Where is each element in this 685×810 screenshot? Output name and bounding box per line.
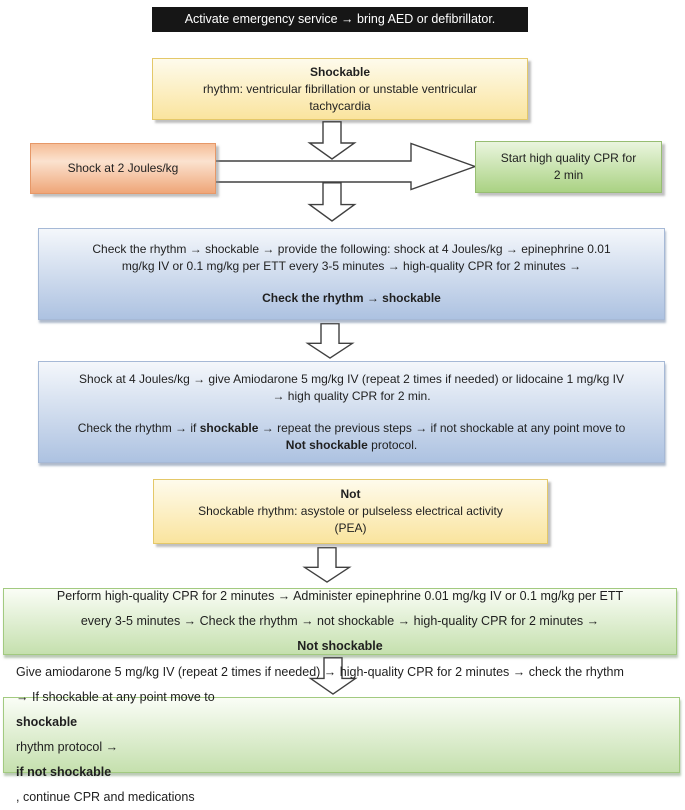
shockable-step1-check-rhythm-text: Check the rhythm → shockable [262,291,441,305]
shockable-step1-text: Check the rhythm → shockable → provide the following: shock at 4 Joules/kg → epinephrine 0.01 mg/kg IV or 0.1 mg/kg per ETT every 3-5 minutes → high-quality CPR for 2 minutes → [92,242,611,273]
right-arrow-icon [215,142,477,191]
activate-emergency-banner: Activate emergency service → bring AED or defibrillator. [152,7,528,32]
shock-2-joules-box: Shock at 2 Joules/kg [30,143,216,194]
shockable-step1-box [38,228,665,320]
not-shockable-rhythm-header-box: Not Shockable rhythm: asystole or pulseless electrical activity (PEA) [153,479,548,544]
shockable-step2-check-rhythm-text: Check the rhythm → if shockable → repeat the previous steps → if not shockable at any point move to Not shockable protocol. [77,420,626,452]
start-high-quality-cpr-box: Start high quality CPR for 2 min [475,141,662,193]
shockable-step2-box [38,361,665,463]
shockable-step2-text: Shock at 4 Joules/kg → give Amiodarone 5 mg/kg IV (repeat 2 times if needed) or lidocaine 1 mg/kg IV → high quality CPR for 2 min. [79,371,624,403]
down-arrow-icon [303,547,351,583]
not-shockable-step1-box: Perform high-quality CPR for 2 minutes → Administer epinephrine 0.01 mg/kg IV or 0.1 mg/kg per ETT every 3-5 minutes → Check the rhythm → not shockable → high-quality CPR for 2 minutes → Not shockable [3,588,677,655]
down-arrow-icon [306,323,354,359]
shockable-rhythm-header-box: Shockable rhythm: ventricular fibrillation or unstable ventricular tachycardia [152,58,528,120]
not-shockable-step2-box: Give amiodarone 5 mg/kg IV (repeat 2 times if needed) → high-quality CPR for 2 minutes → check the rhythm → If shockable at any point move to shockable rhythm protocol → if not shockable , continue CPR and medications [3,697,680,773]
